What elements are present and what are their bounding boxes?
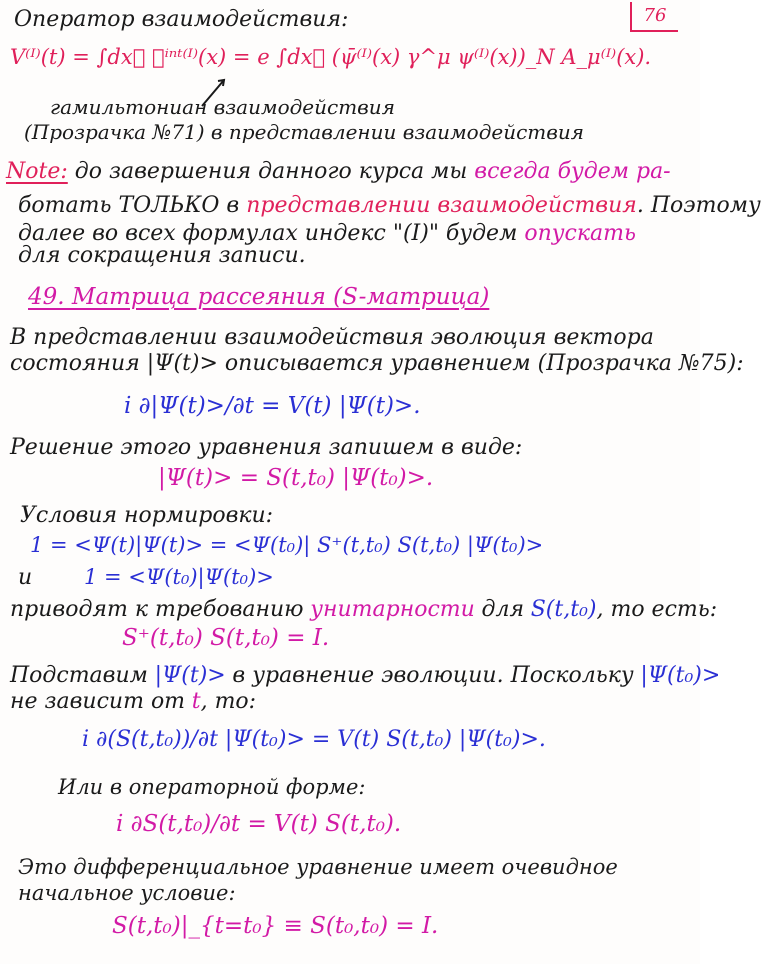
heading-interaction-operator: Оператор взаимодействия: — [14, 7, 349, 32]
paragraph-operator-form: Или в операторной форме: — [58, 775, 366, 799]
unitarity-symbol: S(t,t₀) — [530, 597, 597, 622]
note-text-1a: до завершения данного курса мы — [74, 159, 468, 184]
equation-normalization-1: 1 = <Ψ(t)|Ψ(t)> = <Ψ(t₀)| S⁺(t,t₀) S(t,t₀) |Ψ(t₀)> — [30, 533, 544, 557]
equation-evolution-substituted: i ∂(S(t,t₀))/∂t |Ψ(t₀)> = V(t) S(t,t₀) |Ψ(t₀)>. — [82, 727, 546, 752]
note-line-4: для сокращения записи. — [18, 243, 306, 268]
note-text-2c: . Поэтому — [636, 193, 761, 218]
substitute-time-symbol: t — [191, 689, 201, 714]
equation-operator-form: i ∂S(t,t₀)/∂t = V(t) S(t,t₀). — [116, 811, 402, 837]
conjunction-and: и — [18, 565, 33, 590]
substitute-text-2c: , то: — [200, 689, 257, 714]
substitute-text-c: в уравнение эволюции. Поскольку — [232, 663, 634, 688]
paragraph-solution: Решение этого уравнения запишем в виде: — [10, 435, 523, 460]
paragraph-differential-2: начальное условие: — [18, 881, 236, 905]
paragraph-substitute-1 — [10, 664, 720, 688]
paragraph-substitute-2 — [10, 690, 256, 714]
substitute-state: |Ψ(t)> — [154, 663, 226, 688]
equation-solution: |Ψ(t)> = S(t,t₀) |Ψ(t₀)>. — [158, 465, 434, 491]
unitarity-text-a: приводят к требованию — [10, 597, 304, 622]
note-text-1b: всегда будем ра- — [474, 159, 671, 184]
interaction-operator-formula: V⁽ᴵ⁾(t) = ∫dx⃗ 𝒴ⁱⁿᵗ⁽ᴵ⁾(x) = e ∫dx⃗ (ψ̄⁽ᴵ⁾(x) γ^μ ψ⁽ᴵ⁾(x))_N A_μ⁽ᴵ⁾(x). — [10, 45, 652, 69]
note-text-3a: далее во всех формулах индекс "(I)" будем — [18, 221, 518, 246]
equation-normalization-2: 1 = <Ψ(t₀)|Ψ(t₀)> — [84, 565, 274, 589]
note-text-2b: представлении взаимодействия — [246, 193, 637, 218]
paragraph-unitarity — [10, 598, 717, 622]
paragraph-evolution-1: В представлении взаимодействия эволюция вектора — [10, 325, 654, 350]
paragraph-differential-1: Это дифференциальное уравнение имеет очевидное — [18, 855, 618, 879]
note-line-1 — [6, 160, 671, 184]
equation-unitarity: S⁺(t,t₀) S(t,t₀) = I. — [122, 625, 330, 651]
paragraph-evolution-2: состояния |Ψ(t)> описывается уравнением (Прозрачка №75): — [10, 351, 744, 376]
note-label: Note: — [6, 159, 68, 184]
unitarity-text-c: для — [481, 597, 525, 622]
substitute-initial-state: |Ψ(t₀)> — [640, 663, 721, 688]
unitarity-word: унитарности — [310, 597, 475, 622]
page-number: 76 — [630, 2, 678, 32]
substitute-text-2a: не зависит от — [10, 689, 186, 714]
normalization-heading: Условия нормировки: — [20, 503, 274, 528]
equation-schrodinger: i ∂|Ψ(t)>/∂t = V(t) |Ψ(t)>. — [124, 393, 421, 419]
unitarity-text-e: , то есть: — [596, 597, 718, 622]
slide-reference-71: (Прозрачка №71) в представлении взаимодействия — [24, 120, 585, 144]
hamiltonian-label: гамильтониан взаимодействия — [50, 95, 395, 119]
equation-initial-condition: S(t,t₀)|_{t=t₀} ≡ S(t₀,t₀) = I. — [112, 913, 439, 939]
substitute-text-a: Подставим — [10, 663, 148, 688]
note-text-2a: ботать ТОЛЬКО в — [18, 193, 240, 218]
section-title-s-matrix: 49. Матрица рассеяния (S-матрица) — [28, 284, 490, 310]
note-line-2 — [18, 194, 761, 218]
note-text-3b: опускать — [524, 221, 636, 246]
